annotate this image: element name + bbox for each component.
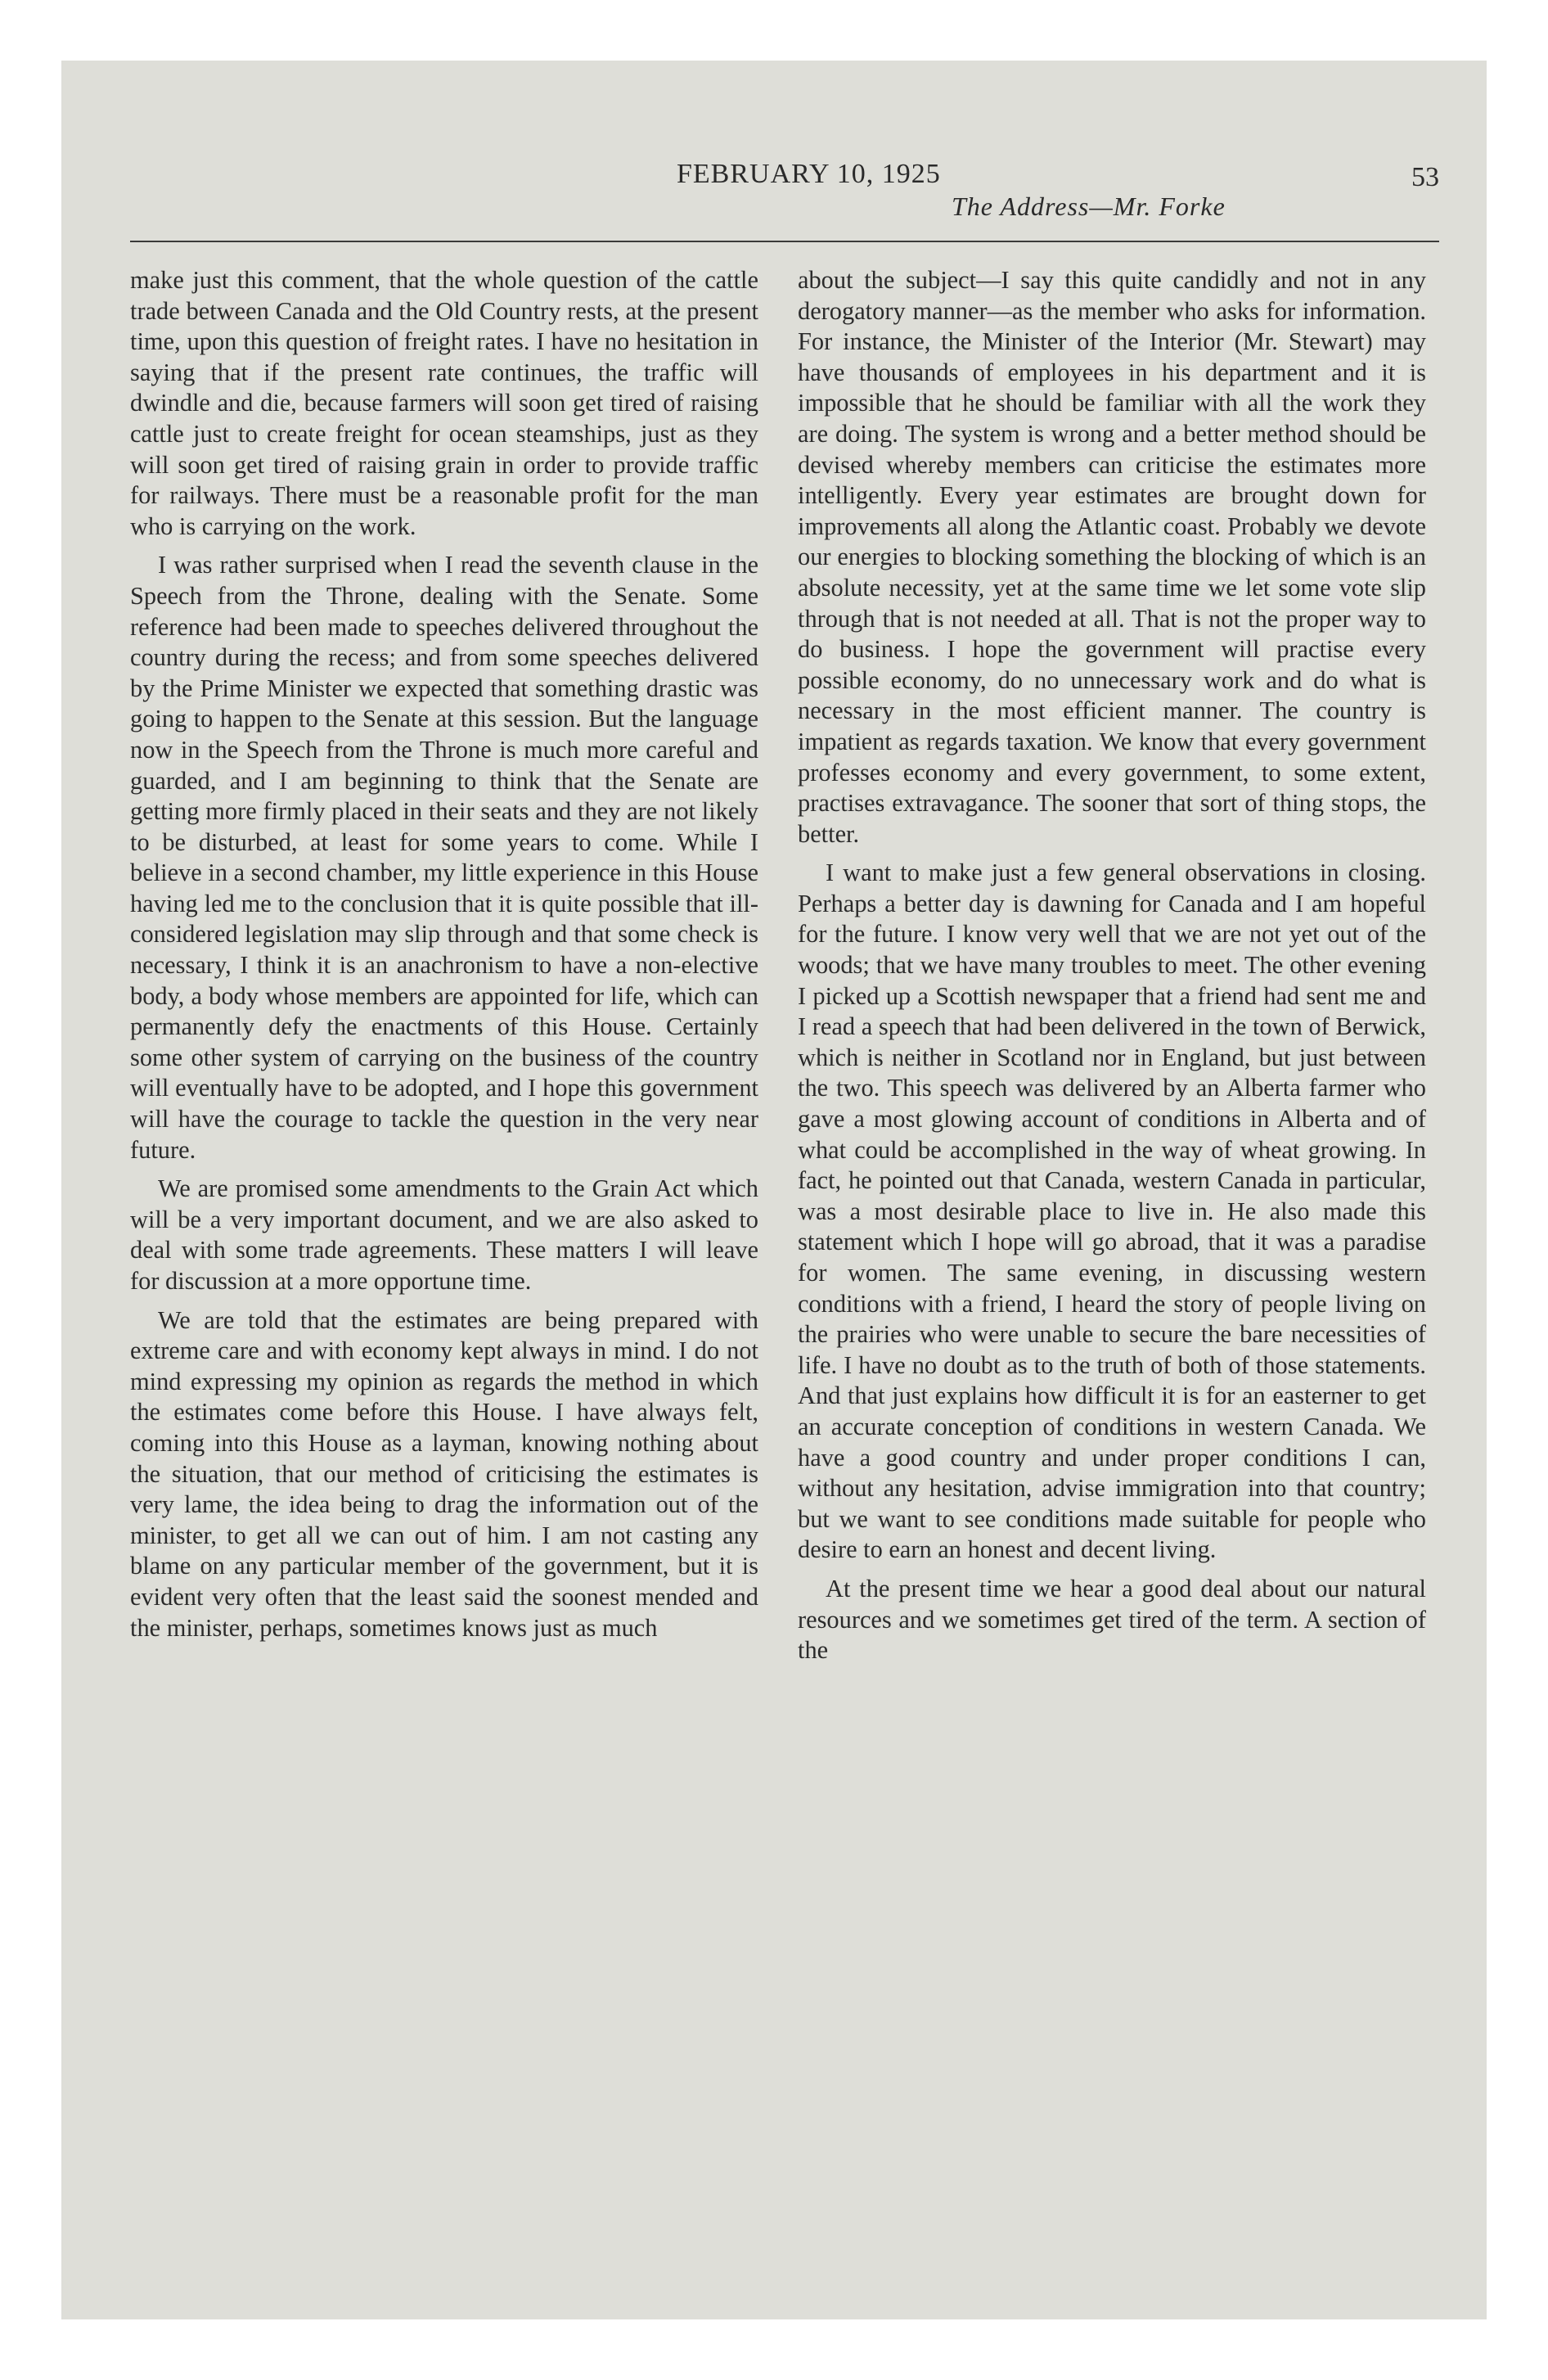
paragraph: We are promised some amendments to the Grain Act which will be a very important document, and we are also asked to deal with some trade agreements. These matters I will leave for discussion at a more opportune time. bbox=[130, 1174, 758, 1295]
header-rule bbox=[130, 241, 1439, 242]
paragraph: I want to make just a few general observations in closing. Perhaps a better day is dawning for Canada and I am hopeful for the future. I know very well that we are not yet out of the woods; that we have many troubles to meet. The other evening I picked up a Scottish newspaper that a friend had sent me and I read a speech that had been delivered in the town of Berwick, which is neither in Scotland nor in England, but just between the two. This speech was delivered by an Alberta farmer who gave a most glowing account of conditions in Alberta and of what could be accomplished in the way of wheat growing. In fact, he pointed out that Canada, western Canada in particular, was a most desirable place to live in. He also made this statement which I hope will go abroad, that it was a paradise for women. The same evening, in discussing western conditions with a friend, I heard the story of people living on the prairies who were unable to secure the bare necessities of life. I have no doubt as to the truth of both of those statements. And that just explains how difficult it is for an easterner to get an accurate conception of conditions in western Canada. We have a good country and under proper conditions I can, without any hesitation, advise immigration into that country; but we want to see conditions made suitable for people who desire to earn an honest and decent living. bbox=[798, 859, 1426, 1564]
header-date: FEBRUARY 10, 1925 bbox=[677, 159, 941, 189]
paragraph: We are told that the estimates are being prepared with extreme care and with economy kept always in mind. I do not mind expressing my opinion as regards the method in which the estimates come before this House. I have always felt, coming into this House as a layman, knowing nothing about the situation, that our method of criticising the estimates is very lame, the idea being to drag the information out of the minister, to get all we can out of him. I am not casting any blame on any particular member of the government, but it is evident very often that the least said the soonest mended and the minister, perhaps, sometimes knows just as much bbox=[130, 1305, 758, 1642]
page-header bbox=[130, 159, 1439, 257]
scanned-page bbox=[61, 61, 1487, 2319]
right-column bbox=[798, 265, 1426, 1675]
paragraph: I was rather surprised when I read the seventh clause in the Speech from the Throne, dealing with the Senate. Some reference had been made to speeches delivered throughout the country during the recess; and from some speeches delivered by the Prime Minister we expected that something drastic was going to happen to the Senate at this session. But the language now in the Speech from the Throne is much more careful and guarded, and I am beginning to think that the Senate are getting more firmly placed in their seats and they are not likely to be disturbed, at least for some years to come. While I believe in a second chamber, my little experience in this House having led me to the conclusion that it is quite possible that ill-considered legislation may slip through and that some check is necessary, I think it is an anachronism to have a non-elective body, a body whose members are appointed for life, which can permanently defy the enactments of this House. Certainly some other system of carrying on the business of the country will eventually have to be adopted, and I hope this government will have the courage to tackle the question in the very near future. bbox=[130, 551, 758, 1164]
paragraph: make just this comment, that the whole question of the cattle trade between Canada and the Old Country rests, at the present time, upon this question of freight rates. I have no hesitation in saying that if the present rate continues, the traffic will dwindle and die, because farmers will soon get tired of raising cattle just to create freight for ocean steamships, just as they will soon get tired of raising grain in order to provide traffic for railways. There must be a reasonable profit for the man who is carrying on the work. bbox=[130, 266, 758, 540]
paragraph: At the present time we hear a good deal about our natural resources and we sometimes get tired of the term. A section of the bbox=[798, 1574, 1426, 1665]
page-number: 53 bbox=[1411, 162, 1439, 192]
running-head: The Address—Mr. Forke bbox=[952, 192, 1226, 221]
paragraph: about the subject—I say this quite candidly and not in any derogatory manner—as the member who asks for information. For instance, the Minister of the Interior (Mr. Stewart) may have thousands of employees in his department and it is impossible that he should be familiar with all the work they are doing. The system is wrong and a better method should be devised whereby members can criticise the estimates more intelligently. Every year estimates are brought down for improvements all along the Atlantic coast. Probably we devote our energies to blocking something the blocking of which is an absolute necessity, yet at the same time we let some vote slip through that is not needed at all. That is not the proper way to do business. I hope the government will practise every possible economy, do no unnecessary work and do what is necessary in the most efficient manner. The country is impatient as regards taxation. We know that every government professes economy and every government, to some extent, practises extravagance. The sooner that sort of thing stops, the better. bbox=[798, 266, 1426, 848]
page-content bbox=[130, 159, 1439, 2254]
left-column bbox=[130, 265, 758, 1652]
